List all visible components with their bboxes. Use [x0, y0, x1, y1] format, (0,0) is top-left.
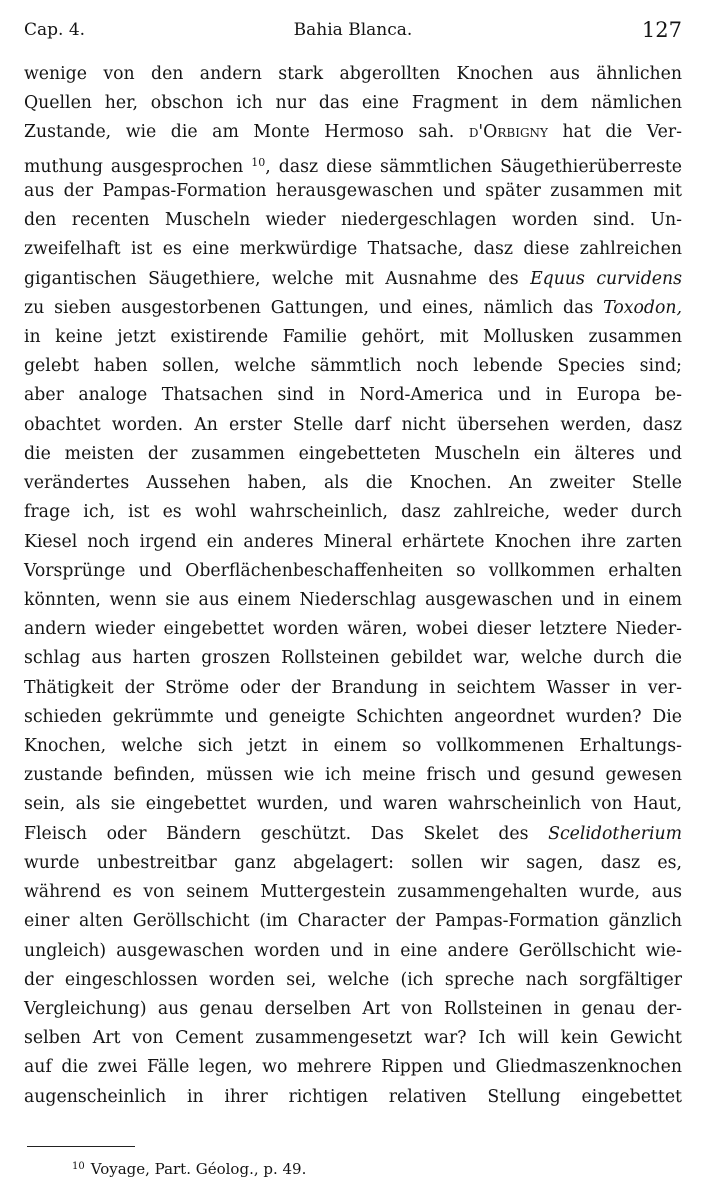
footnote-ref: 10	[251, 155, 266, 169]
chapter-label: Cap. 4.	[24, 20, 86, 40]
text-line: obachtet worden. An erster Stelle darf nicht übersehen werden, dasz	[24, 414, 682, 435]
text-line: muthung ausgesprochen $^{10}$, dasz diese sämmtlichen Säugethierüberreste	[24, 155, 683, 177]
page-number: 127	[641, 18, 682, 42]
text-line: Thätigkeit der Ströme oder der Brandung in seichtem Wasser in ver-	[24, 677, 682, 698]
text-line: gigantischen Säugethiere, welche mit Ausnahme des Equus curvidens	[24, 268, 682, 289]
text-line: Vorsprünge und Oberflächenbeschaffenheiten so vollkommen erhalten	[24, 560, 682, 581]
footnote-text: Voyage, Part. Géolog., p. 49.	[90, 1160, 307, 1178]
text-line: augenscheinlich in ihrer richtigen relativen Stellung eingebettet	[24, 1086, 682, 1107]
text-line: in keine jetzt existirende Familie gehört, mit Mollusken zusammen	[24, 326, 682, 347]
text-line: wenige von den andern stark abgerollten Knochen aus ähnlichen	[24, 64, 682, 84]
author-name-orbigny: d'Orbigny	[468, 122, 548, 143]
taxon-toxodon: Toxodon,	[603, 297, 683, 318]
text-line: zustande befinden, müssen wie ich meine frisch und gesund gewesen	[24, 765, 682, 786]
text-line: frage ich, ist es wohl wahrscheinlich, dasz zahlreiche, weder durch	[24, 502, 682, 523]
text-line: sein, als sie eingebettet wurden, und waren wahrscheinlich von Haut,	[24, 794, 682, 815]
text-line: Fleisch oder Bändern geschützt. Das Skelet des Scelidotherium	[24, 823, 682, 844]
text-line: den recenten Muscheln wieder niedergeschlagen worden sind. Un-	[24, 210, 682, 231]
text-line: gelebt haben sollen, welche sämmtlich noch lebende Species sind;	[24, 356, 682, 377]
footnote-number: 10	[72, 1161, 85, 1172]
text-line: Zustande, wie die am Monte Hermoso sah. d'Orbigny hat die Ver-	[24, 122, 683, 143]
text-line: zweifelhaft ist es eine merkwürdige Thatsache, dasz diese zahlreichen	[24, 239, 682, 260]
text-line: Kiesel noch irgend ein anderes Mineral erhärtete Knochen ihre zarten	[24, 531, 682, 552]
taxon-equus: Equus curvidens	[530, 268, 682, 289]
text-line: Vergleichung) aus genau derselben Art von Rollsteinen in genau der-	[24, 999, 682, 1019]
running-header	[24, 18, 682, 48]
text-line: aus der Pampas-Formation herausgewaschen und später zusammen mit	[24, 180, 682, 201]
text-line: aber analoge Thatsachen sind in Nord-America und in Europa be-	[24, 385, 682, 406]
footnote	[72, 1160, 306, 1178]
text-line: einer alten Geröllschicht (im Character der Pampas-Formation gänzlich	[24, 911, 682, 932]
text-line: zu sieben ausgestorbenen Gattungen, und eines, nämlich das Toxodon,	[24, 297, 683, 318]
text-line: schieden gekrümmte und geneigte Schichten angeordnet wurden? Die	[24, 706, 682, 727]
text-line: der eingeschlossen worden sei, welche (ich spreche nach sorgfältiger	[24, 969, 682, 990]
text-line: könnten, wenn sie aus einem Niederschlag ausgewaschen und in einem	[24, 589, 682, 610]
main-text	[24, 60, 682, 1112]
text-line: Knochen, welche sich jetzt in einem so vollkommenen Erhaltungs-	[24, 736, 682, 757]
text-line: schlag aus harten groszen Rollsteinen gebildet war, welche durch die	[24, 648, 682, 669]
text-line: selben Art von Cement zusammengesetzt war? Ich will kein Gewicht	[24, 1028, 682, 1049]
text-line: verändertes Aussehen haben, als die Knochen. An zweiter Stelle	[24, 473, 682, 494]
text-line: Quellen her, obschon ich nur das eine Fragment in dem nämlichen	[24, 93, 682, 114]
text-line: die meisten der zusammen eingebetteten Muscheln ein älteres und	[24, 443, 682, 464]
text-line: während es von seinem Muttergestein zusammengehalten wurde, aus	[24, 882, 682, 903]
text-line: andern wieder eingebettet worden wären, wobei dieser letztere Nieder-	[24, 619, 682, 640]
footnote-rule	[27, 1146, 135, 1147]
text-line: auf die zwei Fälle legen, wo mehrere Rippen und Gliedmaszenknochen	[24, 1057, 682, 1078]
running-title: Bahia Blanca.	[293, 20, 413, 40]
text-line: wurde unbestreitbar ganz abgelagert: sollen wir sagen, dasz es,	[24, 852, 682, 873]
taxon-scelidotherium: Scelidotherium	[548, 823, 682, 844]
text-line: ungleich) ausgewaschen worden und in eine andere Geröllschicht wie-	[24, 940, 682, 961]
